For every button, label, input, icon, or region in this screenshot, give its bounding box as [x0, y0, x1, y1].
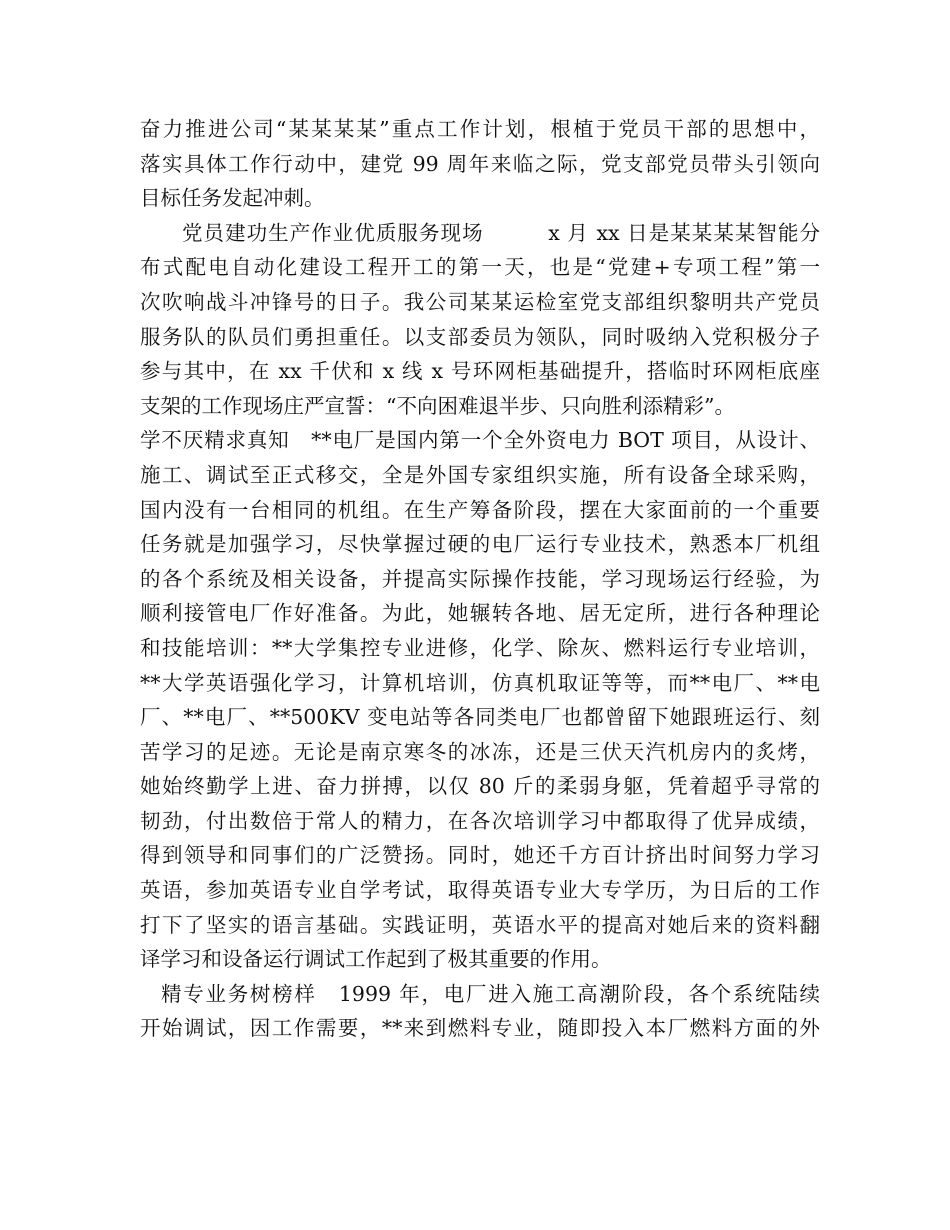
text-line: 开始调试，因工作需要，**来到燃料专业，随即投入本厂燃料方面的外: [140, 1016, 820, 1041]
text-line: 译学习和设备运行调试工作起到了极其重要的作用。: [140, 947, 612, 972]
text-line: 服务队的队员们勇担重任。以支部委员为领队，同时吸纳入党积极分子: [140, 324, 820, 349]
text-line: 苦学习的足迹。无论是南京寒冬的冰冻，还是三伏天汽机房内的炙烤，: [140, 739, 820, 764]
document-body: [140, 112, 820, 1046]
text-line: 韧劲，付出数倍于常人的精力，在各次培训学习中都取得了优异成绩，: [140, 808, 820, 833]
text-line: 次吹响战斗冲锋号的日子。我公司某某运检室党支部组织黎明共产党员: [140, 289, 820, 314]
text-line: 和技能培训：**大学集控专业进修，化学、除灰、燃料运行专业培训，: [140, 635, 820, 660]
section-heading-line: 学不厌精求真知 **电厂是国内第一个全外资电力 BOT 项目，从设计、: [140, 428, 820, 453]
section-heading-line: 精专业务树榜样 1999 年，电厂进入施工高潮阶段，各个系统陆续: [161, 981, 820, 1006]
text-line: 得到领导和同事们的广泛赞扬。同时，她还千方百计挤出时间努力学习: [140, 843, 820, 868]
text-line: 奋力推进公司“某某某某”重点工作计划，根植于党员干部的思想中，: [140, 117, 820, 141]
text-line: 施工、调试至正式移交，全是外国专家组织实施，所有设备全球采购，: [140, 462, 820, 487]
text-line: 她始终勤学上进、奋力拼搏，以仅 80 斤的柔弱身躯，凭着超乎寻常的: [140, 774, 820, 799]
text-line: 顺利接管电厂作好准备。为此，她辗转各地、居无定所，进行各种理论: [140, 601, 820, 626]
text-line: 打下了坚实的语言基础。实践证明，英语水平的提高对她后来的资料翻: [140, 912, 820, 937]
text-line: 厂、**电厂、**500KV 变电站等各同类电厂也都曾留下她跟班运行、刻: [140, 705, 820, 730]
text-line: 英语，参加英语专业自学考试，取得英语专业大专学历，为日后的工作: [140, 878, 820, 903]
text-line: 落实具体工作行动中，建党 99 周年来临之际，党支部党员带头引领向: [140, 151, 820, 176]
text-line: 参与其中，在 xx 千伏和 x 线 x 号环网柜基础提升，搭临时环网柜底座: [140, 359, 820, 384]
text-line: **大学英语强化学习，计算机培训，仿真机取证等等，而**电厂、**电: [140, 670, 820, 695]
section-heading-line: 党员建功生产作业优质服务现场 x 月 xx 日是某某某某智能分: [182, 220, 820, 245]
text-line: 的各个系统及相关设备，并提高实际操作技能，学习现场运行经验，为: [140, 566, 820, 591]
text-line: 目标任务发起冲刺。: [140, 186, 325, 211]
text-line: 支架的工作现场庄严宣誓：“不向困难退半步、只向胜利添精彩”。: [140, 393, 735, 418]
text-line: 国内没有一台相同的机组。在生产筹备阶段，摆在大家面前的一个重要: [140, 497, 820, 522]
text-line: 任务就是加强学习，尽快掌握过硬的电厂运行专业技术，熟悉本厂机组: [140, 532, 820, 557]
text-line: 布式配电自动化建设工程开工的第一天，也是“党建+专项工程”第一: [140, 255, 820, 280]
